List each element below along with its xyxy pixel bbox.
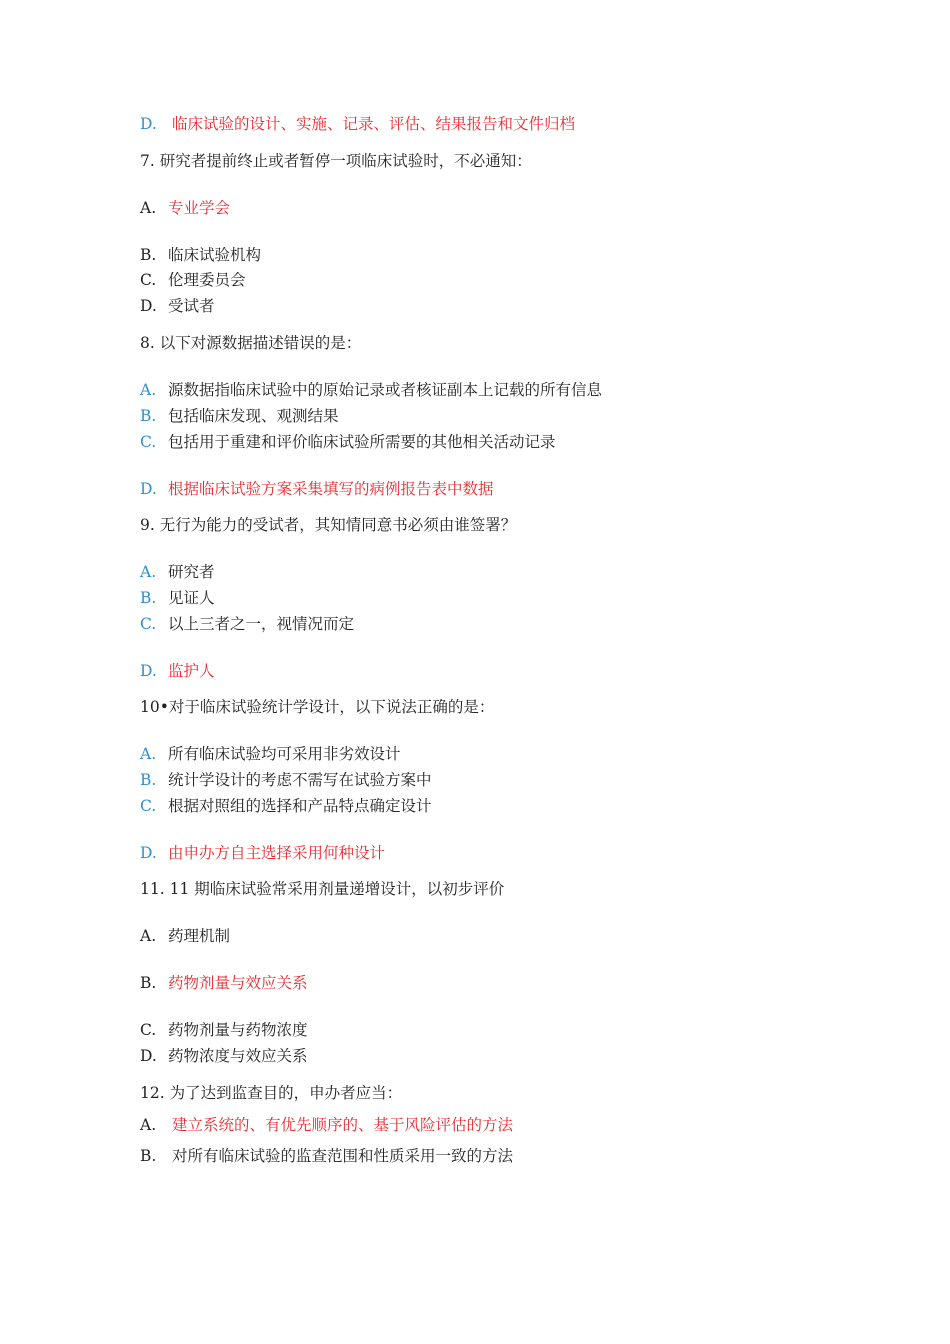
option-letter: A. — [140, 563, 157, 581]
question-12: 12. 为了达到监查目的，申办者应当： — [140, 1084, 403, 1102]
option-letter: D. — [140, 662, 157, 680]
question-11: 11. 11 期临床试验常采用剂量递增设计，以初步评价 — [140, 880, 505, 898]
q9-option-a — [140, 562, 215, 582]
option-letter: D. — [140, 115, 157, 133]
option-letter: C. — [140, 615, 157, 633]
option-text: 包括用于重建和评价临床试验所需要的其他相关活动记录 — [168, 433, 556, 451]
q7-option-b — [140, 245, 261, 265]
option-text: 临床试验机构 — [168, 246, 262, 264]
option-letter: B. — [140, 771, 157, 789]
option-letter: A. — [140, 927, 157, 945]
option-text: 以上三者之一，视情况而定 — [168, 615, 355, 633]
option-text: 见证人 — [168, 589, 215, 607]
q8-option-c — [140, 432, 556, 452]
question-9: 9. 无行为能力的受试者，其知情同意书必须由谁签署？ — [140, 516, 517, 534]
option-letter: B. — [140, 1147, 157, 1165]
q8-option-d — [140, 479, 494, 499]
q11-option-c — [140, 1020, 308, 1040]
q7-option-d — [140, 296, 215, 316]
question-7: 7. 研究者提前终止或者暂停一项临床试验时，不必通知： — [140, 152, 532, 170]
q10-option-c — [140, 796, 432, 816]
option-text: 根据对照组的选择和产品特点确定设计 — [168, 797, 432, 815]
q12-option-b — [140, 1146, 513, 1166]
answer-text: 由申办方自主选择采用何种设计 — [168, 844, 386, 862]
option-letter: D. — [140, 844, 157, 862]
q9-option-b — [140, 588, 215, 608]
question-10: 10•对于临床试验统计学设计，以下说法正确的是： — [140, 698, 495, 716]
q9-option-d — [140, 661, 215, 681]
question-8: 8. 以下对源数据描述错误的是： — [140, 334, 362, 352]
q8-option-a — [140, 380, 602, 400]
option-text: 对所有临床试验的监查范围和性质采用一致的方法 — [172, 1147, 514, 1165]
q11-option-d — [140, 1046, 308, 1066]
option-letter: C. — [140, 1021, 157, 1039]
option-text: 包括临床发现、观测结果 — [168, 407, 339, 425]
answer-text: 监护人 — [168, 662, 215, 680]
option-text: 伦理委员会 — [168, 271, 246, 289]
option-letter: A. — [140, 199, 157, 217]
q10-option-b — [140, 770, 432, 790]
option-letter: A. — [140, 1116, 157, 1134]
option-letter: D. — [140, 1047, 157, 1065]
option-letter: B. — [140, 407, 157, 425]
q10-option-d — [140, 843, 385, 863]
answer-text: 临床试验的设计、实施、记录、评估、结果报告和文件归档 — [172, 115, 576, 133]
q9-option-c — [140, 614, 354, 634]
answer-text: 根据临床试验方案采集填写的病例报告表中数据 — [168, 480, 494, 498]
q10-option-a — [140, 744, 401, 764]
option-text: 统计学设计的考虑不需写在试验方案中 — [168, 771, 432, 789]
option-letter: C. — [140, 433, 157, 451]
q11-option-a — [140, 926, 230, 946]
option-letter: A. — [140, 745, 157, 763]
option-text: 所有临床试验均可采用非劣效设计 — [168, 745, 401, 763]
q11-option-b — [140, 973, 308, 993]
option-text: 药理机制 — [168, 927, 231, 945]
option-text: 研究者 — [168, 563, 215, 581]
q8-option-b — [140, 406, 339, 426]
option-text: 受试者 — [168, 297, 215, 315]
option-letter: C. — [140, 271, 157, 289]
option-letter: D. — [140, 297, 157, 315]
option-letter: A. — [140, 381, 157, 399]
answer-text: 建立系统的、有优先顺序的、基于风险评估的方法 — [172, 1116, 514, 1134]
option-text: 源数据指临床试验中的原始记录或者核证副本上记载的所有信息 — [168, 381, 603, 399]
option-letter: D. — [140, 480, 157, 498]
option-text: 药物剂量与药物浓度 — [168, 1021, 308, 1039]
q7-option-c — [140, 270, 246, 290]
q12-option-a — [140, 1115, 513, 1135]
q7-option-a — [140, 198, 230, 218]
q6-option-d — [140, 114, 575, 134]
option-letter: C. — [140, 797, 157, 815]
option-letter: B. — [140, 246, 157, 264]
answer-text: 药物剂量与效应关系 — [168, 974, 308, 992]
option-letter: B. — [140, 974, 157, 992]
option-letter: B. — [140, 589, 157, 607]
answer-text: 专业学会 — [168, 199, 231, 217]
option-text: 药物浓度与效应关系 — [168, 1047, 308, 1065]
